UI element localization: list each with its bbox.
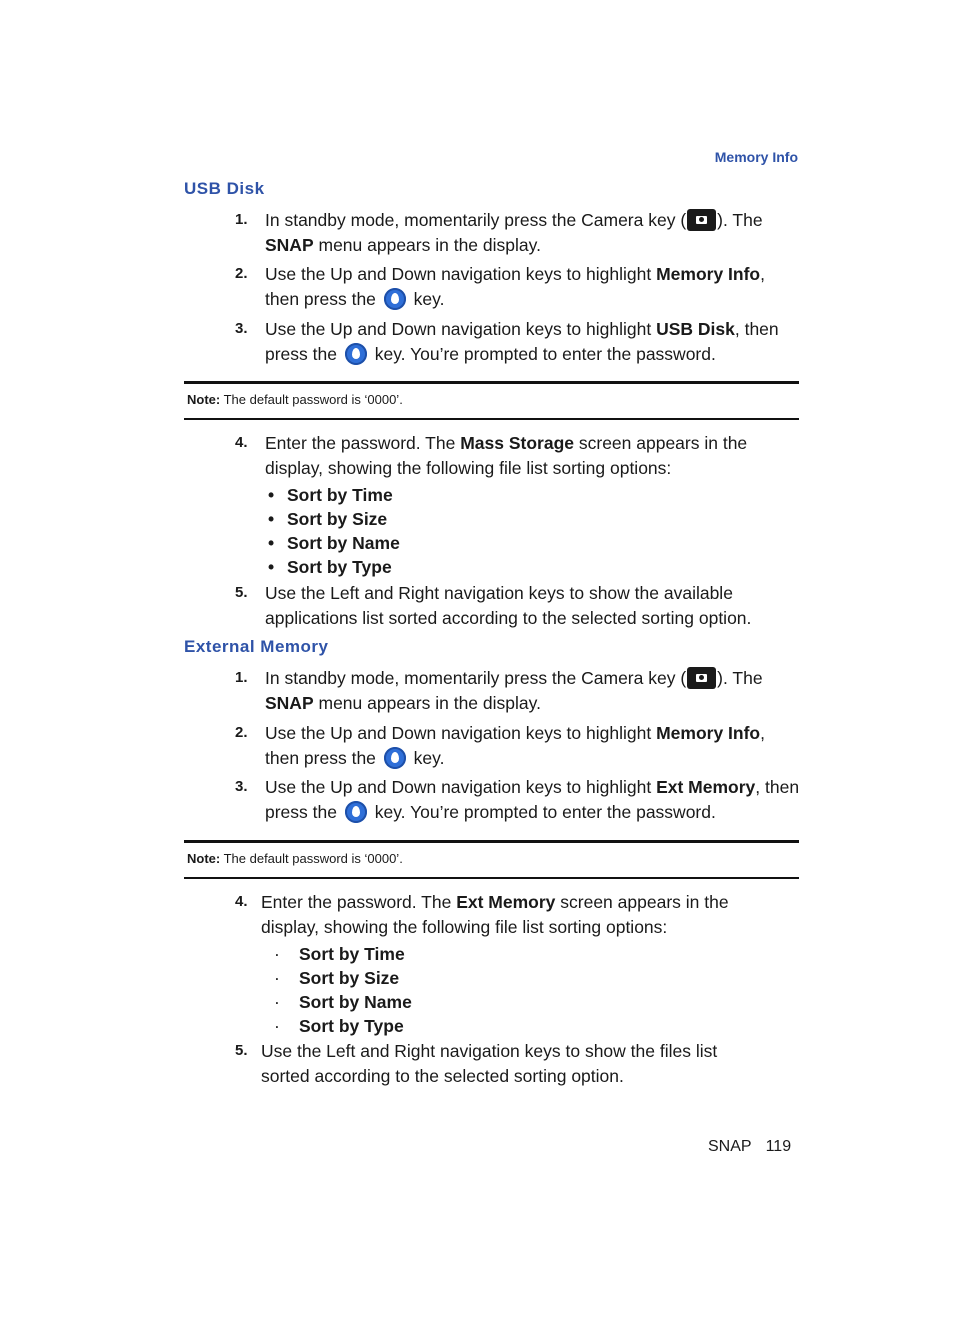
list-item: [268, 555, 400, 579]
bullet: •: [268, 485, 275, 505]
step-text: , then press the: [265, 723, 765, 768]
note-label: Note:: [187, 851, 221, 866]
usb-step-3: [235, 317, 800, 366]
step-bold: Memory Info: [656, 264, 761, 284]
list-item-label: Sort by Size: [299, 968, 400, 988]
list-item-label: Sort by Time: [299, 944, 405, 964]
step-number: 2.: [235, 265, 248, 282]
section-heading-external-memory: External Memory: [184, 637, 329, 656]
list-item-label: Sort by Type: [287, 557, 392, 577]
step-text: key.: [408, 288, 445, 309]
step-number: 4.: [235, 893, 248, 910]
ext-step-5: [235, 1039, 755, 1088]
usb-step-1: [235, 208, 800, 257]
ext-step-4: [235, 890, 775, 939]
ext-sort-options: [274, 942, 412, 1038]
usb-sort-options: [268, 483, 400, 579]
step-number: 5.: [235, 584, 248, 601]
list-item: [274, 1014, 412, 1038]
step-text: menu appears in the display.: [313, 692, 541, 713]
step-text: Use the Left and Right navigation keys to show the available applications list sorted according to the selected sorting option.: [265, 583, 752, 628]
step-number: 3.: [235, 778, 248, 795]
ok-key-icon: [384, 747, 406, 769]
ext-step-2: [235, 721, 800, 770]
step-text: , then press the: [265, 264, 765, 309]
bullet: ·: [274, 1016, 280, 1036]
camera-key-icon: [687, 209, 716, 231]
step-bold: Ext Memory: [456, 892, 556, 912]
bullet: ·: [274, 992, 280, 1012]
step-text: screen appears in the display, showing the following file list sorting options:: [261, 892, 729, 937]
step-number: 3.: [235, 320, 248, 337]
step-bold: Mass Storage: [460, 433, 574, 453]
ok-key-icon: [384, 288, 406, 310]
step-bold: Memory Info: [656, 723, 761, 743]
step-text: In standby mode, momentarily press the Camera key (: [265, 668, 687, 688]
step-text: , then press the: [265, 777, 800, 822]
note-text: The default password is ‘0000’.: [220, 851, 403, 866]
step-text: Enter the password. The: [261, 892, 457, 912]
step-bold: USB Disk: [656, 319, 735, 339]
list-item-label: Sort by Size: [287, 509, 388, 529]
running-head: Memory Info: [714, 149, 798, 165]
step-text: In standby mode, momentarily press the Camera key (: [265, 210, 687, 230]
section-heading-usb-disk: USB Disk: [184, 179, 265, 198]
ok-key-icon: [345, 343, 367, 365]
step-text: Use the Up and Down navigation keys to highlight: [265, 777, 657, 797]
ext-step-3: [235, 775, 800, 824]
list-item: [274, 990, 412, 1014]
step-text: Use the Up and Down navigation keys to highlight: [265, 723, 657, 743]
page-number: 119: [765, 1138, 792, 1155]
step-text: Use the Left and Right navigation keys to show the files list sorted according to the selected sorting option.: [261, 1041, 718, 1086]
ext-step-1: [235, 666, 800, 715]
note-box: [184, 381, 799, 420]
step-text: Use the Up and Down navigation keys to highlight: [265, 319, 657, 339]
list-item: [268, 507, 400, 531]
bullet: ·: [274, 968, 280, 988]
usb-step-5: [235, 581, 800, 630]
step-text: , then press the: [265, 319, 779, 364]
footer-section: SNAP: [708, 1138, 752, 1155]
list-item-label: Sort by Name: [287, 533, 400, 553]
list-item: [268, 531, 400, 555]
step-text: screen appears in the display, showing the following file list sorting options:: [265, 433, 748, 478]
list-item-label: Sort by Name: [299, 992, 412, 1012]
step-number: 2.: [235, 724, 248, 741]
list-item-label: Sort by Type: [299, 1016, 404, 1036]
step-text: Use the Up and Down navigation keys to highlight: [265, 264, 657, 284]
note-text: The default password is ‘0000’.: [220, 392, 403, 407]
usb-step-4: [235, 431, 800, 480]
list-item: [268, 483, 400, 507]
bullet: •: [268, 557, 275, 577]
list-item: [274, 966, 412, 990]
list-item: [274, 942, 412, 966]
list-item-label: Sort by Time: [287, 485, 393, 505]
step-text: key. You’re prompted to enter the password.: [369, 343, 716, 364]
step-text: key. You’re prompted to enter the password.: [369, 801, 716, 822]
bullet: •: [268, 533, 275, 553]
step-text: ). The: [717, 210, 763, 230]
step-text: ). The: [717, 668, 763, 688]
note-box: [184, 840, 799, 879]
usb-step-2: [235, 262, 800, 311]
camera-key-icon: [687, 667, 716, 689]
step-number: 4.: [235, 434, 248, 451]
bullet: ·: [274, 944, 280, 964]
step-bold: SNAP: [265, 234, 314, 255]
step-number: 1.: [235, 669, 248, 686]
ok-key-icon: [345, 801, 367, 823]
step-text: Enter the password. The: [265, 433, 461, 453]
bullet: •: [268, 509, 275, 529]
page-footer: [708, 1138, 791, 1156]
step-text: key.: [408, 747, 445, 768]
step-bold: Ext Memory: [656, 777, 756, 797]
note-label: Note:: [187, 392, 221, 407]
step-number: 1.: [235, 211, 248, 228]
step-text: menu appears in the display.: [313, 234, 541, 255]
step-number: 5.: [235, 1042, 248, 1059]
step-bold: SNAP: [265, 692, 314, 713]
